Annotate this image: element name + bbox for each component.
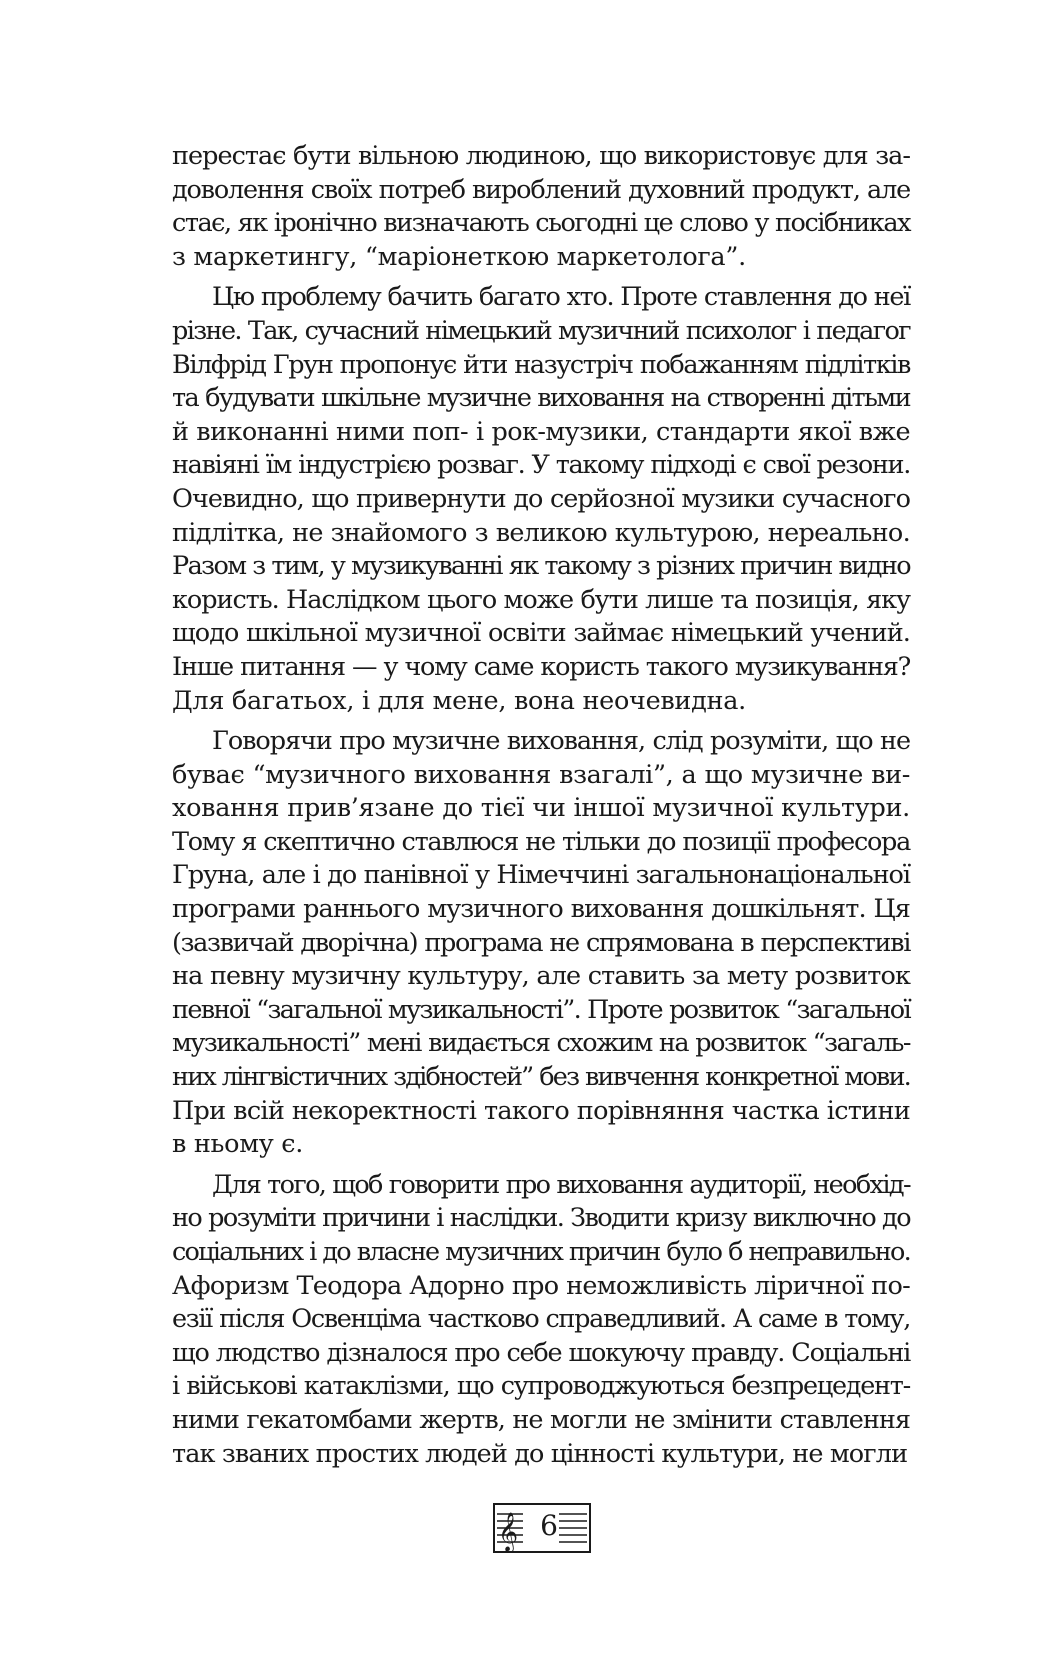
text-line: так званих простих людей до цінності культури, не могли (172, 1438, 908, 1469)
text-line: з маркетингу, “маріонеткою маркетолога”. (172, 241, 746, 272)
text-line: ними гекатомбами жертв, не могли не змінити ставлення (172, 1404, 910, 1435)
text-line: програми раннього музичного виховання дошкільнят. Ця (172, 894, 910, 925)
text-line: Для багатьох, і для мене, вона неочевидна. (172, 685, 746, 716)
text-line: Тому я скептично ставлюся не тільки до позиції професора (172, 826, 910, 857)
text-line: музикальності” мені видається схожим на розвиток “загаль- (172, 1028, 910, 1059)
body-text (172, 140, 910, 1471)
text-line: навіяні їм індустрією розваг. У такому підході є свої резони. (172, 450, 910, 481)
paragraph (172, 281, 910, 718)
text-line: і військові катаклізми, що супроводжуються безпрецедент- (172, 1371, 910, 1402)
text-line: Очевидно, що привернути до серйозної музики сучасного (172, 483, 910, 514)
text-line: Інше питання — у чому саме користь такого музикування? (172, 651, 910, 682)
text-line: Афоризм Теодора Адорно про неможливість ліричної по- (172, 1270, 910, 1301)
page-folio (493, 1503, 591, 1553)
page-number: 6 (540, 1509, 558, 1542)
text-line: (зазвичай дворічна) програма не спрямована в перспективі (172, 927, 910, 958)
text-line: стає, як іронічно визначають сьогодні це слово у посібниках (172, 208, 910, 239)
text-line: езії після Освенціма частково справедливий. А саме в тому, (172, 1304, 910, 1335)
text-line: підлітка, не знайомого з великою культурою, нереально. (172, 517, 910, 548)
text-line: Разом з тим, у музикуванні як такому з різних причин видно (172, 551, 910, 582)
text-line: на певну музичну культуру, але ставить за мету розвиток (172, 961, 910, 992)
paragraph-gap (172, 274, 910, 281)
text-line: й виконанні ними поп- і рок-музики, стандарти якої вже (172, 416, 910, 447)
text-line: Цю проблему бачить багато хто. Проте ставлення до неї (212, 282, 910, 313)
text-line: в ньому є. (172, 1129, 304, 1160)
paragraph (172, 1169, 910, 1471)
text-line: що людство дізналося про себе шокуючу правду. Соціальні (172, 1337, 910, 1368)
paragraph-gap (172, 718, 910, 725)
text-line: щодо шкільної музичної освіти займає німецький учений. (172, 618, 910, 649)
paragraph (172, 140, 910, 274)
text-line: перестає бути вільною людиною, що використовує для за- (172, 141, 910, 171)
text-line: різне. Так, сучасний німецький музичний психолог і педагог (172, 315, 910, 346)
text-line: користь. Наслідком цього може бути лише та позиція, яку (172, 584, 910, 615)
text-line: та будувати шкільне музичне виховання на створенні дітьми (172, 383, 910, 414)
svg-text:𝄞: 𝄞 (498, 1512, 519, 1552)
text-line: Для того, щоб говорити про виховання аудиторії, необхід- (212, 1169, 910, 1200)
text-line: них лінгвістичних здібностей” без вивчення конкретної мови. (172, 1062, 910, 1093)
text-line: буває “музичного виховання взагалі”, а що музичне ви- (172, 759, 910, 790)
text-line: соціальних і до власне музичних причин було б неправильно. (172, 1237, 910, 1267)
text-line: ховання прив’язане до тієї чи іншої музичної культури. (172, 793, 910, 824)
text-line: Говорячи про музичне виховання, слід розуміти, що не (212, 726, 910, 757)
text-line: певної “загальної музикальності”. Проте розвиток “загальної (172, 994, 910, 1025)
paragraph-gap (172, 1162, 910, 1169)
text-line: но розуміти причини і наслідки. Зводити кризу виключно до (172, 1203, 910, 1234)
text-line: Груна, але і до панівної у Німеччині загальнонаціональної (172, 860, 910, 891)
text-line: При всій некоректності такого порівняння частка істини (172, 1095, 910, 1126)
paragraph (172, 725, 910, 1162)
text-line: Вілфрід Грун пропонує йти назустріч побажанням підлітків (172, 349, 910, 380)
text-line: доволення своїх потреб вироблений духовний продукт, але (172, 174, 910, 205)
